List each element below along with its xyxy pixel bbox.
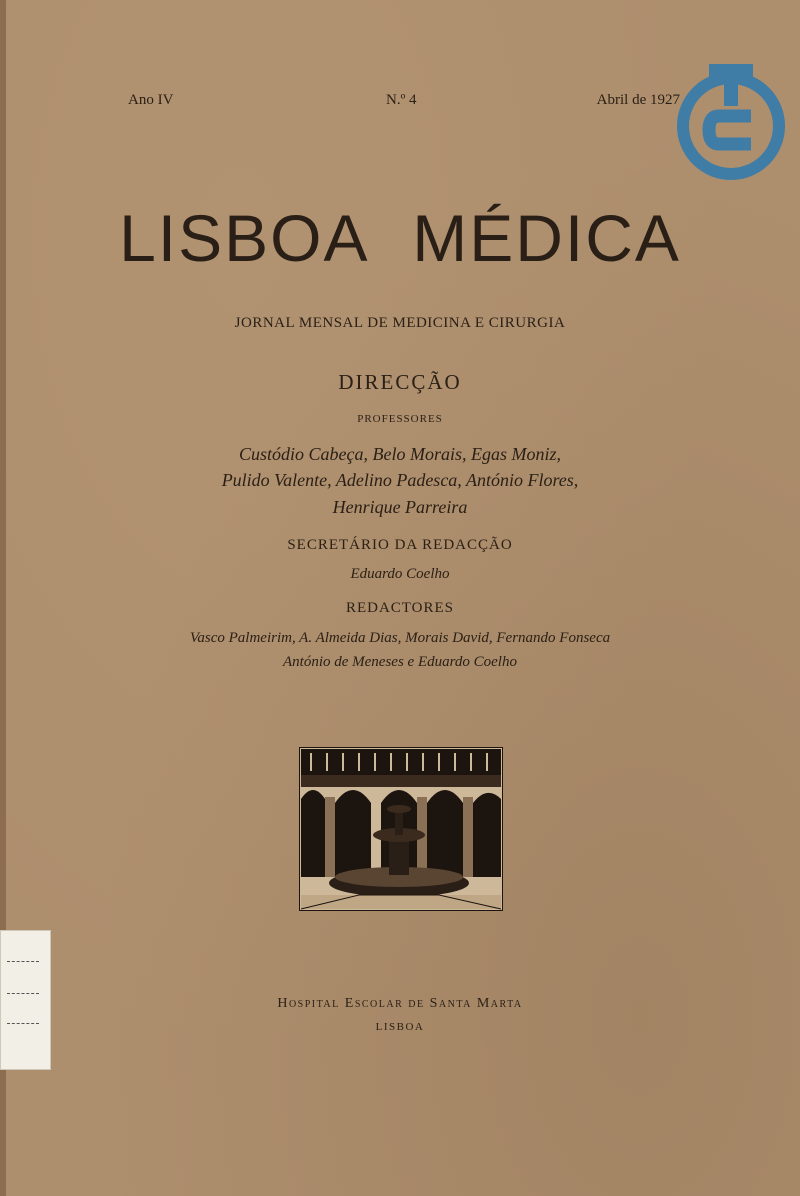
issue-date: Abril de 1927	[596, 92, 680, 108]
editors-heading: REDACTORES	[345, 600, 455, 616]
publisher-city: LISBOA	[375, 1021, 425, 1033]
director-names-line: Custódio Cabeça, Belo Morais, Egas Moniz,	[239, 444, 561, 464]
editor-names-line: Vasco Palmeirim, A. Almeida Dias, Morais David, Fernando Fonseca	[189, 630, 611, 646]
label-line	[7, 993, 39, 994]
library-shelf-label	[0, 930, 51, 1070]
journal-title: LISBOA MÉDICA	[119, 201, 681, 275]
journal-subtitle: JORNAL MENSAL DE MEDICINA E CIRURGIA	[234, 315, 566, 331]
secretary-heading: SECRETÁRIO DA REDACÇÃO	[287, 537, 513, 553]
editor-names-line: António de Meneses e Eduardo Coelho	[283, 654, 517, 670]
director-names-line: Henrique Parreira	[332, 497, 468, 517]
publisher-name: Hospital Escolar de Santa Marta	[277, 996, 523, 1011]
secretary-name: Eduardo Coelho	[350, 566, 450, 582]
issue-header	[128, 92, 680, 112]
direction-role: PROFESSORES	[357, 413, 443, 425]
tc-library-stamp-icon	[675, 60, 787, 188]
volume-year: Ano IV	[128, 92, 174, 108]
direction-heading: DIRECÇÃO	[338, 370, 462, 394]
issue-number: N.º 4	[386, 92, 417, 108]
label-line	[7, 1023, 39, 1024]
label-line	[7, 961, 39, 962]
director-names-line: Pulido Valente, Adelino Padesca, António Flores,	[221, 470, 579, 490]
cloister-fountain-engraving	[299, 747, 503, 911]
